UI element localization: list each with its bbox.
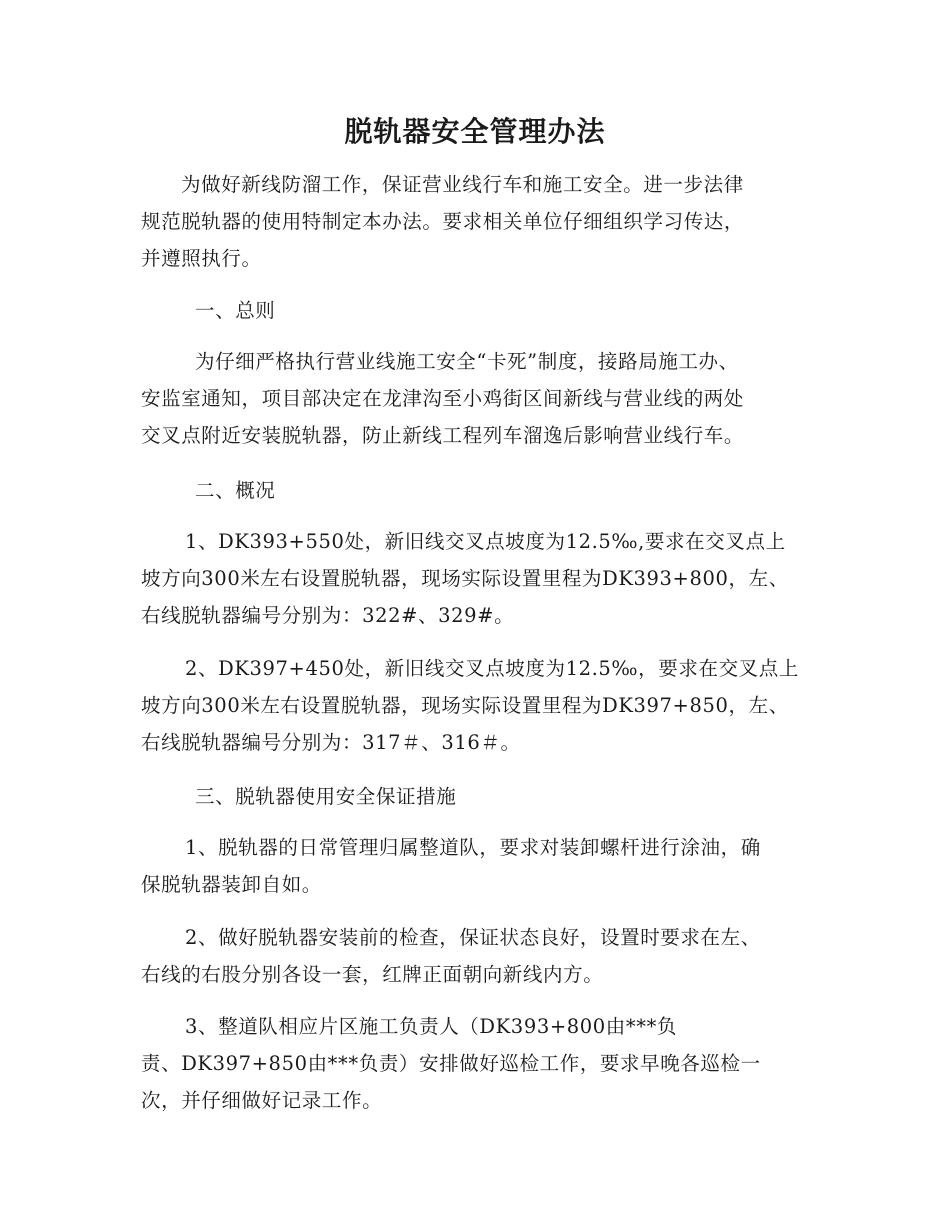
section1-line: 为仔细严格执行营业线施工安全“卡死”制度，接路局施工办、 [195, 350, 739, 373]
section-heading-general: 一、总则 [195, 299, 276, 322]
section-heading-safety-measures: 三、脱轨器使用安全保证措施 [195, 785, 457, 808]
overview-item-1 [141, 523, 809, 634]
overview-item-1-line: 右线脱轨器编号分别为：322#、329#。 [141, 604, 515, 627]
section-heading-overview: 二、概况 [195, 479, 276, 502]
measures-item-3 [141, 1008, 809, 1119]
section1-line: 安监室通知，项目部决定在龙津沟至小鸡街区间新线与营业线的两处 [141, 387, 745, 410]
overview-item-2-line: 坡方向300米左右设置脱轨器，现场实际设置里程为DK397+850，左、 [141, 694, 789, 717]
measures-item-2-line: 右线的右股分别各设一套，红牌正面朝向新线内方。 [141, 963, 604, 986]
measures-item-3-line: 责、DK397+850由***负责）安排做好巡检工作，要求早晚各巡检一 [141, 1052, 761, 1075]
section1-paragraph [141, 343, 809, 454]
measures-item-2 [141, 919, 809, 993]
intro-line: 规范脱轨器的使用特制定本办法。要求相关单位仔细组织学习传达， [141, 210, 745, 233]
measures-item-1 [141, 829, 809, 903]
measures-item-1-line: 保脱轨器装卸自如。 [141, 873, 322, 896]
measures-item-3-line: 次，并仔细做好记录工作。 [141, 1089, 383, 1112]
overview-item-1-line: 坡方向300米左右设置脱轨器，现场实际设置里程为DK393+800，左、 [141, 567, 789, 590]
measures-item-3-line: 3、整道队相应片区施工负责人（DK393+800由***负 [185, 1015, 678, 1038]
overview-item-2-line: 2、DK397+450处，新旧线交叉点坡度为12.5‰，要求在交叉点上 [185, 657, 799, 680]
overview-item-1-line: 1、DK393+550处，新旧线交叉点坡度为12.5‰,要求在交叉点上 [185, 530, 786, 553]
section1-line: 交叉点附近安装脱轨器，防止新线工程列车溜逸后影响营业线行车。 [141, 424, 745, 447]
intro-line: 并遵照执行。 [141, 247, 262, 270]
measures-item-2-line: 2、做好脱轨器安装前的检查，保证状态良好，设置时要求在左、 [185, 926, 761, 949]
intro-line: 为做好新线防溜工作，保证营业线行车和施工安全。进一步法律 [181, 173, 744, 196]
document-title: 脱轨器安全管理办法 [344, 115, 606, 148]
overview-item-2 [141, 650, 809, 761]
overview-item-2-line: 右线脱轨器编号分别为：317＃、316＃。 [141, 731, 521, 754]
intro-paragraph [141, 166, 809, 277]
measures-item-1-line: 1、脱轨器的日常管理归属整道队，要求对装卸螺杆进行涂油，确 [185, 836, 761, 859]
